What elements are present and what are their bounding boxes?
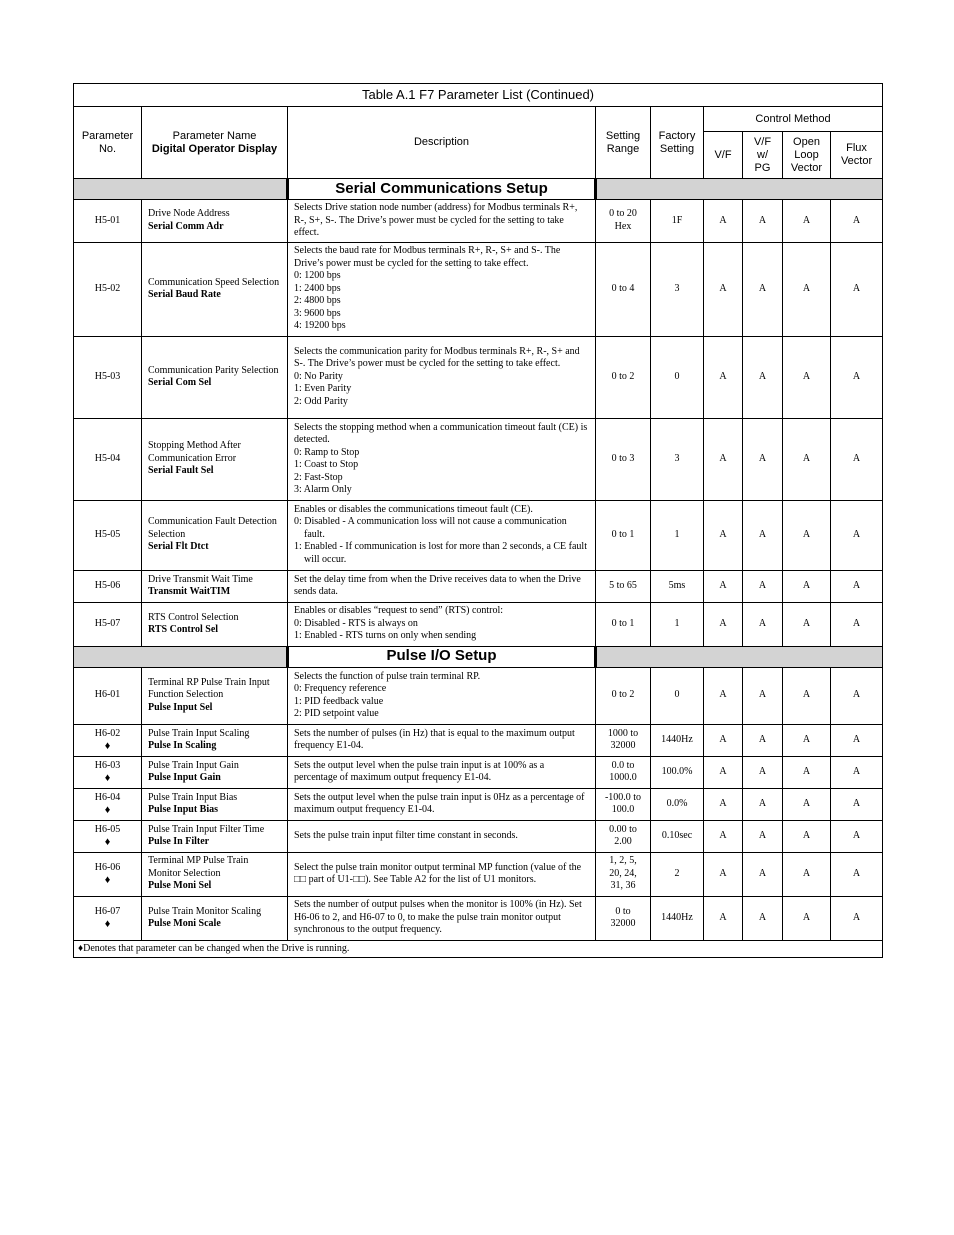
parameter-table-page	[73, 83, 882, 958]
setting-range: 0 to 20 Hex	[596, 200, 651, 243]
section-title: Pulse I/O Setup	[288, 646, 596, 667]
description-cell	[288, 756, 596, 788]
description-line: Selects the function of pulse train terminal RP.	[294, 670, 481, 682]
factory-setting: 1F	[651, 200, 704, 243]
param-no: H6-05	[94, 824, 121, 836]
method-open-loop-vector: A	[783, 242, 831, 336]
method-open-loop-vector: A	[783, 667, 831, 724]
table-row	[74, 820, 883, 852]
method-vf: A	[704, 418, 743, 500]
param-no: H5-02	[94, 282, 121, 294]
section-header-row	[74, 646, 883, 667]
description-line: 0: No Parity	[294, 370, 343, 382]
description-line: Select the pulse train monitor output terminal MP function (value of the □□ part of U1-□□). See Table A2 for the list of U1 monitors.	[294, 861, 582, 885]
description-line: 1: PID feedback value	[294, 695, 384, 707]
run-change-diamond-icon: ♦	[104, 873, 111, 886]
digital-operator-display: Serial Comm Adr	[148, 220, 224, 232]
method-flux-vector: A	[831, 896, 883, 940]
description-cell	[288, 667, 596, 724]
setting-range: 0 to 2	[596, 667, 651, 724]
header-vf: V/F	[704, 132, 743, 179]
param-no-cell	[74, 336, 142, 418]
digital-operator-display: Pulse Input Bias	[148, 804, 219, 815]
param-name-cell	[142, 667, 288, 724]
factory-setting: 1	[651, 500, 704, 570]
setting-range: 0 to 1	[596, 602, 651, 646]
param-no-cell	[74, 200, 142, 243]
header-param-no: Parameter No.	[74, 107, 142, 179]
method-flux-vector: A	[831, 756, 883, 788]
run-change-diamond-icon: ♦	[104, 739, 111, 752]
description-line: Sets the output level when the pulse train input is at 100% as a percentage of maximum output frequency E1-04.	[294, 759, 545, 783]
method-vf: A	[704, 896, 743, 940]
param-name-cell	[142, 200, 288, 243]
method-vf-pg: A	[743, 336, 783, 418]
method-vf: A	[704, 500, 743, 570]
factory-setting: 0.10sec	[651, 820, 704, 852]
param-no-cell	[74, 724, 142, 756]
description-cell	[288, 896, 596, 940]
description-line: 0: 1200 bps	[294, 270, 341, 282]
param-name: Pulse Train Monitor Scaling	[148, 905, 262, 917]
method-flux-vector: A	[831, 724, 883, 756]
method-vf-pg: A	[743, 200, 783, 243]
param-no: H6-01	[94, 689, 121, 701]
description-cell	[288, 788, 596, 820]
param-no: H6-02	[94, 728, 121, 740]
table-row	[74, 242, 883, 336]
factory-setting: 5ms	[651, 570, 704, 602]
setting-range: 1, 2, 5, 20, 24, 31, 36	[596, 852, 651, 896]
description-cell	[288, 852, 596, 896]
table-row	[74, 570, 883, 602]
param-name: Pulse Train Input Gain	[148, 759, 239, 771]
factory-setting: 100.0%	[651, 756, 704, 788]
method-vf-pg: A	[743, 602, 783, 646]
param-no: H5-01	[94, 214, 121, 226]
param-no-cell	[74, 570, 142, 602]
description-cell	[288, 418, 596, 500]
digital-operator-display: Pulse Input Sel	[148, 701, 213, 713]
method-vf-pg: A	[743, 667, 783, 724]
header-flux-vector: Flux Vector	[831, 132, 883, 179]
description-line: Selects the stopping method when a communication timeout fault (CE) is detected.	[294, 421, 588, 445]
description-line: Sets the number of pulses (in Hz) that is equal to the maximum output frequency E1-04.	[294, 727, 575, 751]
digital-operator-display: Pulse In Filter	[148, 836, 210, 847]
method-flux-vector: A	[831, 242, 883, 336]
param-no: H5-04	[94, 452, 121, 464]
factory-setting: 1	[651, 602, 704, 646]
description-cell	[288, 602, 596, 646]
param-no-cell	[74, 602, 142, 646]
description-line: 1: Coast to Stop	[294, 459, 359, 470]
digital-operator-display: Pulse In Scaling	[148, 740, 217, 751]
param-no: H5-03	[94, 370, 121, 382]
method-vf: A	[704, 200, 743, 243]
factory-setting: 1440Hz	[651, 724, 704, 756]
param-no: H6-04	[94, 792, 121, 804]
table-caption: Table A.1 F7 Parameter List (Continued)	[74, 84, 883, 107]
digital-operator-display: Pulse Moni Sel	[148, 880, 212, 892]
run-change-diamond-icon: ♦	[104, 803, 111, 816]
method-open-loop-vector: A	[783, 820, 831, 852]
description-line: 0: Disabled - RTS is always on	[294, 617, 418, 629]
method-vf: A	[704, 788, 743, 820]
header-vf-pg: V/F w/ PG	[743, 132, 783, 179]
table-row	[74, 200, 883, 243]
method-open-loop-vector: A	[783, 570, 831, 602]
param-name: Terminal RP Pulse Train Input Function Selection	[148, 676, 270, 701]
param-no-cell	[74, 242, 142, 336]
header-param-name-label: Parameter Name	[172, 129, 257, 142]
method-vf: A	[704, 667, 743, 724]
header-open-loop-vector: Open Loop Vector	[783, 132, 831, 179]
param-name: Terminal MP Pulse Train Monitor Selection	[148, 855, 249, 879]
table-row	[74, 418, 883, 500]
param-name: Communication Parity Selection	[148, 364, 279, 376]
description-line: Enables or disables the communications timeout fault (CE).	[294, 503, 533, 515]
method-vf: A	[704, 242, 743, 336]
param-name: Drive Transmit Wait Time	[148, 573, 253, 585]
factory-setting: 3	[651, 418, 704, 500]
digital-operator-display: RTS Control Sel	[148, 624, 219, 635]
method-open-loop-vector: A	[783, 788, 831, 820]
param-name-cell	[142, 896, 288, 940]
method-flux-vector: A	[831, 570, 883, 602]
method-vf-pg: A	[743, 852, 783, 896]
description-cell	[288, 200, 596, 243]
description-line: 1: 2400 bps	[294, 282, 341, 294]
factory-setting: 0	[651, 667, 704, 724]
description-line: 3: 9600 bps	[294, 307, 341, 319]
section-title: Serial Communications Setup	[288, 179, 596, 200]
method-open-loop-vector: A	[783, 336, 831, 418]
method-vf: A	[704, 820, 743, 852]
param-name-cell	[142, 242, 288, 336]
method-open-loop-vector: A	[783, 418, 831, 500]
section-shade-right	[596, 646, 883, 667]
description-line: 2: Fast-Stop	[294, 471, 343, 483]
setting-range: 0 to 1	[596, 500, 651, 570]
description-line: Sets the output level when the pulse train input is 0Hz as a percentage of maximum output frequency E1-04.	[294, 791, 585, 815]
description-line: Sets the pulse train input filter time constant in seconds.	[294, 829, 518, 841]
description-line: 3: Alarm Only	[294, 484, 352, 495]
param-name-cell	[142, 602, 288, 646]
run-change-diamond-icon: ♦	[104, 771, 111, 784]
description-cell	[288, 500, 596, 570]
param-no: H6-06	[94, 862, 121, 874]
section-shade-left	[74, 646, 288, 667]
description-cell	[288, 336, 596, 418]
param-name: Pulse Train Input Filter Time	[148, 823, 265, 835]
section-header-row	[74, 179, 883, 200]
setting-range: 0 to 4	[596, 242, 651, 336]
param-name: RTS Control Selection	[148, 611, 239, 623]
header-param-name	[142, 107, 288, 179]
digital-operator-display: Serial Flt Dtct	[148, 541, 209, 553]
method-flux-vector: A	[831, 852, 883, 896]
method-flux-vector: A	[831, 200, 883, 243]
param-no: H5-05	[94, 528, 121, 540]
param-name-cell	[142, 756, 288, 788]
param-no: H6-07	[94, 906, 121, 918]
setting-range: 1000 to 32000	[596, 724, 651, 756]
method-open-loop-vector: A	[783, 724, 831, 756]
method-vf-pg: A	[743, 500, 783, 570]
method-flux-vector: A	[831, 418, 883, 500]
param-name: Stopping Method After Communication Error	[148, 440, 241, 464]
description-line: 0: Ramp to Stop	[294, 446, 360, 458]
param-no-cell	[74, 418, 142, 500]
header-control-method: Control Method	[704, 107, 883, 132]
description-line: 4: 19200 bps	[294, 320, 346, 332]
param-no: H6-03	[94, 760, 121, 772]
param-name-cell	[142, 724, 288, 756]
param-name-cell	[142, 336, 288, 418]
table-row	[74, 500, 883, 570]
setting-range: 5 to 65	[596, 570, 651, 602]
method-open-loop-vector: A	[783, 200, 831, 243]
description-line: Set the delay time from when the Drive receives data to when the Drive sends data.	[294, 573, 581, 597]
table-row	[74, 852, 883, 896]
description-line: 1: Enabled - RTS turns on only when sending	[294, 630, 477, 642]
description-line: 0: Disabled - A communication loss will not cause a communication fault.	[294, 516, 567, 540]
header-description: Description	[288, 107, 596, 179]
param-no-cell	[74, 896, 142, 940]
method-vf: A	[704, 570, 743, 602]
description-line: Selects the communication parity for Modbus terminals R+, R-, S+ and S-. The Drive’s power must be cycled for the setting to take effect.	[294, 345, 580, 370]
method-open-loop-vector: A	[783, 602, 831, 646]
description-line: Sets the number of output pulses when the monitor is 100% (in Hz). Set H6-06 to 2, and H6-07 to 0, to make the pulse train monitor output synchronous to the output frequency.	[294, 899, 582, 936]
setting-range: 0 to 32000	[596, 896, 651, 940]
setting-range: 0.0 to 1000.0	[596, 756, 651, 788]
digital-operator-display: Serial Fault Sel	[148, 465, 214, 477]
param-name: Drive Node Address	[148, 208, 230, 220]
table-row	[74, 788, 883, 820]
description-line: Selects Drive station node number (address) for Modbus terminals R+, R-, S+, S-. The Drive’s power must be cycled for the setting to take effect.	[294, 202, 578, 238]
header-factory-setting: Factory Setting	[651, 107, 704, 179]
method-vf: A	[704, 756, 743, 788]
description-line: 2: PID setpoint value	[294, 708, 379, 719]
param-no-cell	[74, 756, 142, 788]
setting-range: 0 to 2	[596, 336, 651, 418]
description-line: 1: Even Parity	[294, 383, 352, 395]
param-name: Communication Speed Selection	[148, 276, 280, 288]
method-open-loop-vector: A	[783, 756, 831, 788]
method-vf-pg: A	[743, 896, 783, 940]
method-flux-vector: A	[831, 602, 883, 646]
method-vf-pg: A	[743, 242, 783, 336]
digital-operator-display: Transmit WaitTIM	[148, 586, 231, 597]
method-vf-pg: A	[743, 724, 783, 756]
description-cell	[288, 724, 596, 756]
method-vf-pg: A	[743, 820, 783, 852]
digital-operator-display: Pulse Moni Scale	[148, 918, 221, 929]
factory-setting: 3	[651, 242, 704, 336]
method-open-loop-vector: A	[783, 852, 831, 896]
method-open-loop-vector: A	[783, 500, 831, 570]
param-no-cell	[74, 820, 142, 852]
method-vf: A	[704, 602, 743, 646]
header-digital-operator-display: Digital Operator Display	[151, 142, 278, 155]
factory-setting: 0	[651, 336, 704, 418]
description-line: 2: Odd Parity	[294, 395, 348, 407]
digital-operator-display: Serial Com Sel	[148, 377, 212, 388]
param-no: H5-06	[94, 579, 121, 591]
method-vf: A	[704, 724, 743, 756]
section-shade-right	[596, 179, 883, 200]
param-name: Pulse Train Input Bias	[148, 791, 238, 803]
description-line: Selects the baud rate for Modbus terminals R+, R-, S+ and S-. The Drive’s power must be cycled for the setting to take effect.	[294, 245, 561, 269]
table-row	[74, 602, 883, 646]
run-change-diamond-icon: ♦	[104, 917, 111, 930]
factory-setting: 0.0%	[651, 788, 704, 820]
table-row	[74, 336, 883, 418]
method-flux-vector: A	[831, 336, 883, 418]
description-cell	[288, 242, 596, 336]
description-line: 0: Frequency reference	[294, 683, 387, 694]
digital-operator-display: Serial Baud Rate	[148, 289, 221, 300]
description-cell	[288, 820, 596, 852]
table-footnote: ♦Denotes that parameter can be changed when the Drive is running.	[74, 940, 883, 958]
method-vf-pg: A	[743, 756, 783, 788]
param-name: Communication Fault Detection Selection	[148, 516, 277, 540]
method-vf: A	[704, 852, 743, 896]
param-no: H5-07	[94, 617, 121, 629]
param-name: Pulse Train Input Scaling	[148, 727, 250, 739]
table-row	[74, 756, 883, 788]
method-open-loop-vector: A	[783, 896, 831, 940]
method-vf-pg: A	[743, 418, 783, 500]
param-name-cell	[142, 500, 288, 570]
method-flux-vector: A	[831, 667, 883, 724]
param-name-cell	[142, 820, 288, 852]
run-change-diamond-icon: ♦	[104, 835, 111, 848]
setting-range: 0 to 3	[596, 418, 651, 500]
setting-range: 0.00 to 2.00	[596, 820, 651, 852]
setting-range: -100.0 to 100.0	[596, 788, 651, 820]
description-cell	[288, 570, 596, 602]
param-name-cell	[142, 788, 288, 820]
description-line: 2: 4800 bps	[294, 295, 341, 307]
method-vf-pg: A	[743, 570, 783, 602]
param-no-cell	[74, 500, 142, 570]
method-flux-vector: A	[831, 500, 883, 570]
factory-setting: 1440Hz	[651, 896, 704, 940]
method-flux-vector: A	[831, 788, 883, 820]
digital-operator-display: Pulse Input Gain	[148, 772, 221, 783]
method-vf: A	[704, 336, 743, 418]
table-row	[74, 667, 883, 724]
method-flux-vector: A	[831, 820, 883, 852]
description-line: 1: Enabled - If communication is lost for more than 2 seconds, a CE fault will occur.	[294, 541, 587, 565]
table-row	[74, 724, 883, 756]
param-name-cell	[142, 418, 288, 500]
parameter-table	[73, 83, 883, 958]
param-no-cell	[74, 788, 142, 820]
table-body	[74, 179, 883, 941]
param-no-cell	[74, 667, 142, 724]
param-name-cell	[142, 852, 288, 896]
table-row	[74, 896, 883, 940]
param-name-cell	[142, 570, 288, 602]
param-no-cell	[74, 852, 142, 896]
factory-setting: 2	[651, 852, 704, 896]
method-vf-pg: A	[743, 788, 783, 820]
section-shade-left	[74, 179, 288, 200]
header-setting-range: Setting Range	[596, 107, 651, 179]
description-line: Enables or disables “request to send” (RTS) control:	[294, 605, 504, 617]
